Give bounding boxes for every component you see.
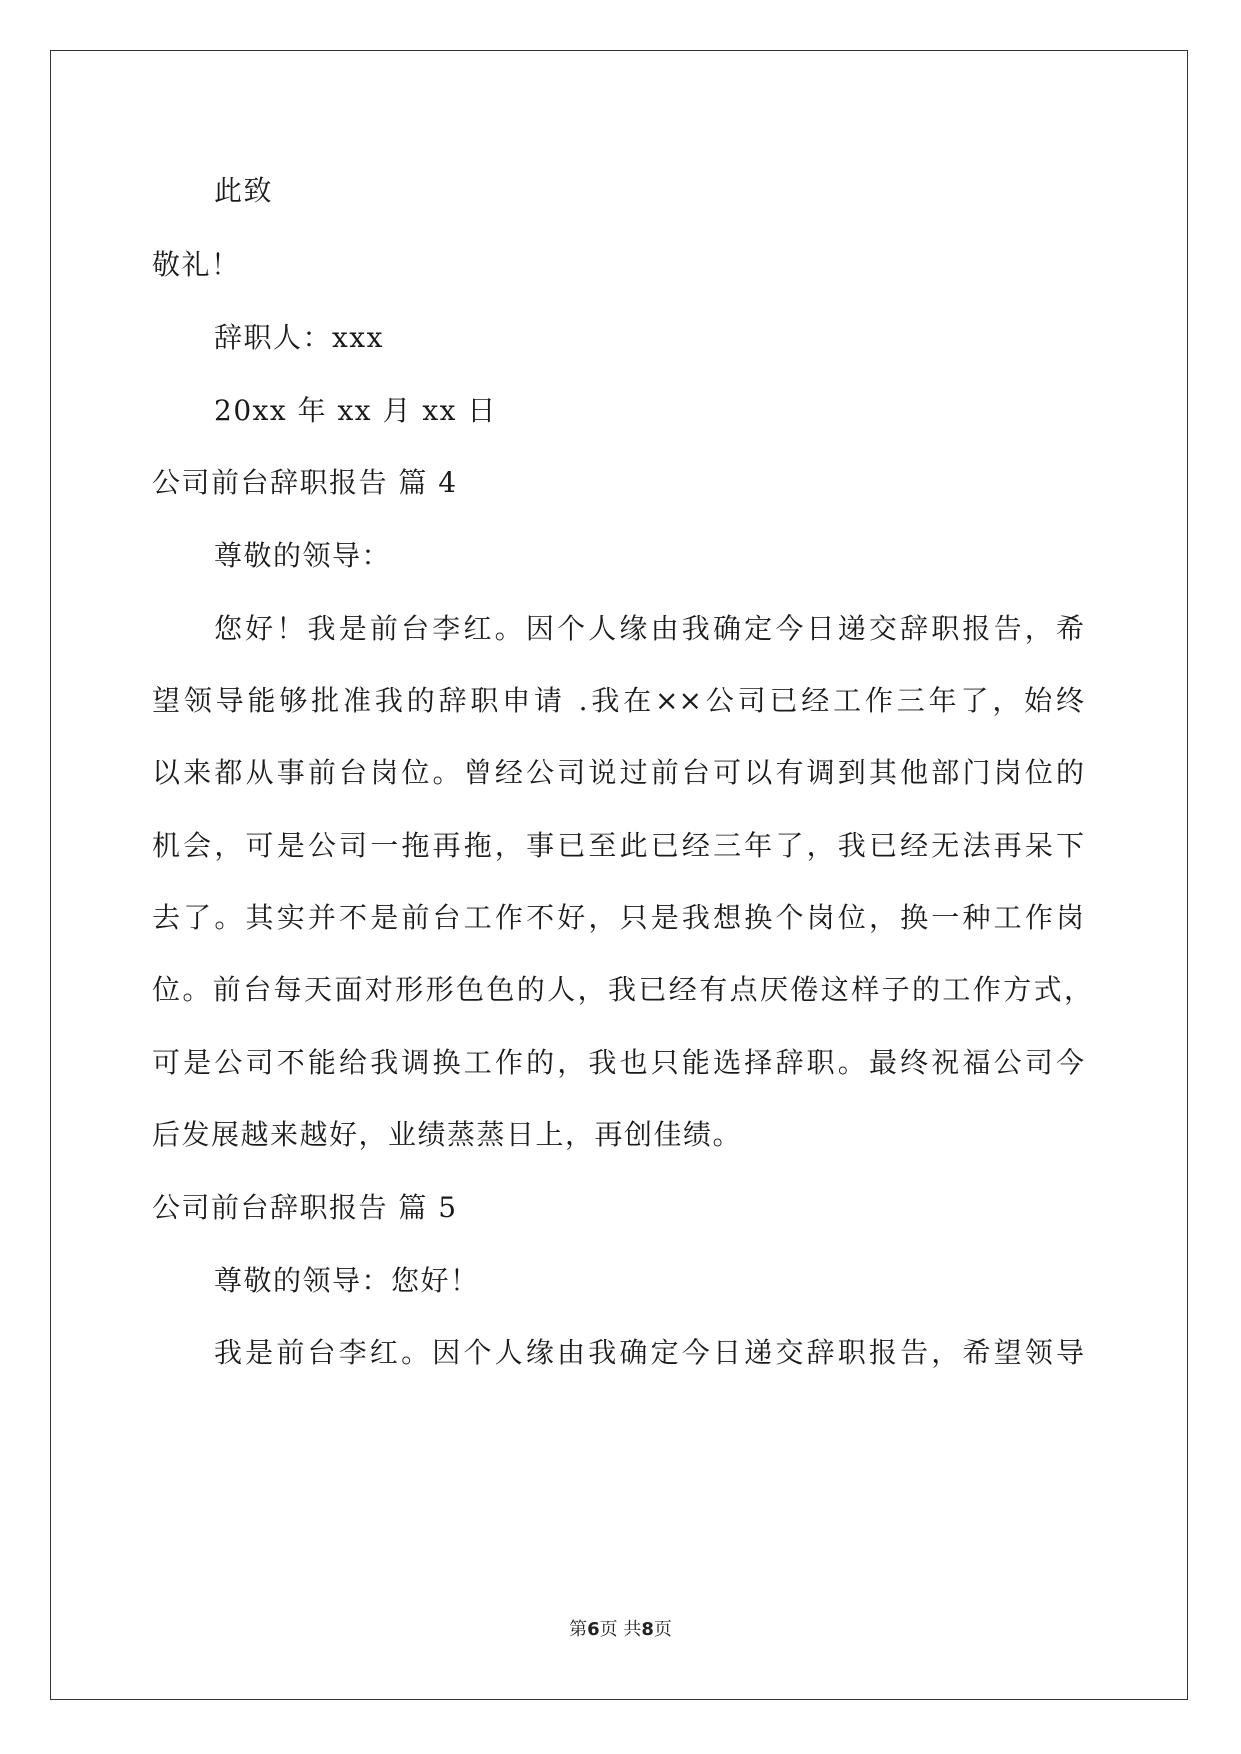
paragraph-line: 位。前台每天面对形形色色的人，我已经有点厌倦这样子的工作方式，: [152, 973, 1092, 1006]
paragraph-line: 望领导能够批准我的辞职申请 .我在××公司已经工作三年了，始终: [152, 684, 1084, 717]
footer-middle: 页 共: [599, 1619, 642, 1640]
footer-prefix: 第: [569, 1619, 588, 1640]
page-border: [50, 50, 1188, 1700]
paragraph-line: 机会，可是公司一拖再拖，事已至此已经三年了，我已经无法再呆下: [152, 829, 1084, 862]
paragraph-line: 可是公司不能给我调换工作的，我也只能选择辞职。最终祝福公司今: [152, 1046, 1084, 1079]
paragraph-line: 我是前台李红。因个人缘由我确定今日递交辞职报告，希望领导: [214, 1336, 1084, 1369]
closing-salutation: 此致: [214, 174, 274, 207]
paragraph-line: 去了。其实并不是前台工作不好，只是我想换个岗位，换一种工作岗: [152, 901, 1084, 934]
paragraph-line: 后发展越来越好，业绩蒸蒸日上，再创佳绩。: [152, 1118, 743, 1151]
footer-suffix: 页: [653, 1619, 672, 1640]
date-line: 20xx 年 xx 月 xx 日: [214, 394, 497, 427]
paragraph-line: 您好！我是前台李红。因个人缘由我确定今日递交辞职报告，希: [214, 612, 1084, 645]
section-heading-5: 公司前台辞职报告 篇 5: [152, 1191, 458, 1224]
closing-regards: 敬礼！: [152, 248, 241, 281]
current-page-number: 6: [587, 1619, 600, 1640]
greeting-5: 尊敬的领导：您好！: [214, 1264, 480, 1297]
section-heading-4: 公司前台辞职报告 篇 4: [152, 466, 458, 499]
signature-line: 辞职人：xxx: [214, 321, 384, 354]
paragraph-line: 以来都从事前台岗位。曾经公司说过前台可以有调到其他部门岗位的: [152, 756, 1084, 789]
page-footer: [0, 1618, 1241, 1642]
total-pages-number: 8: [641, 1619, 654, 1640]
greeting-4: 尊敬的领导：: [214, 539, 392, 572]
